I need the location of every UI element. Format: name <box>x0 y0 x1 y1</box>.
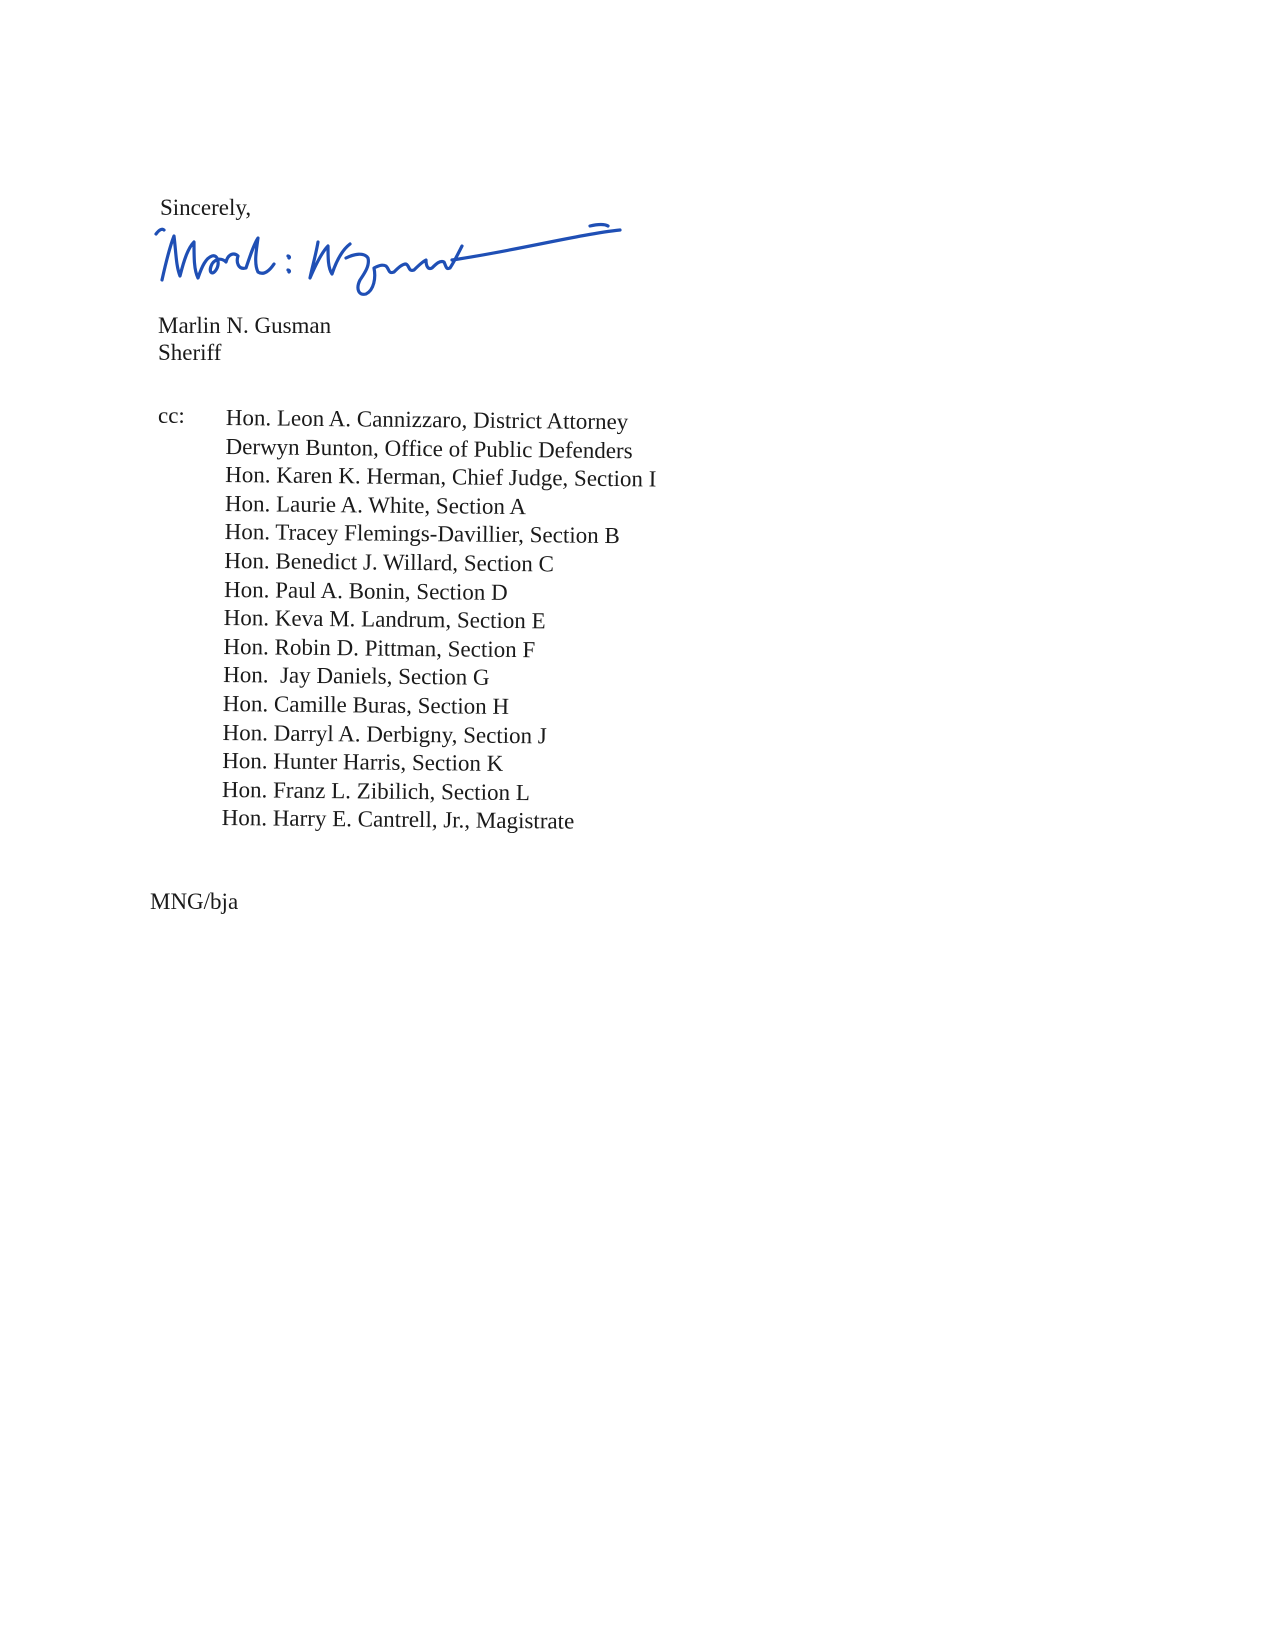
signer-name: Marlin N. Gusman <box>158 313 332 338</box>
cc-recipient: Hon. Jay Daniels, Section G <box>223 662 490 691</box>
cc-recipient: Hon. Benedict J. Willard, Section C <box>224 547 555 577</box>
cc-recipient: Hon. Laurie A. White, Section A <box>224 490 527 519</box>
cc-recipient-list <box>222 404 658 837</box>
cc-recipient: Derwyn Bunton, Office of Public Defenders <box>225 433 633 463</box>
cc-recipient: Hon. Robin D. Pittman, Section F <box>223 633 536 663</box>
cc-recipient: Hon. Paul A. Bonin, Section D <box>223 576 508 605</box>
cc-recipient: Hon. Darryl A. Derbigny, Section J <box>222 719 547 748</box>
cc-recipient: Hon. Hunter Harris, Section K <box>222 748 504 777</box>
signer-title: Sheriff <box>158 340 222 365</box>
reference-initials: MNG/bja <box>150 889 239 914</box>
cc-recipient: Hon. Tracey Flemings-Davillier, Section B <box>224 519 620 549</box>
cc-recipient: Hon. Franz L. Zibilich, Section L <box>221 776 530 805</box>
cc-recipient: Hon. Camille Buras, Section H <box>222 690 510 719</box>
cc-recipient: Hon. Leon A. Cannizzaro, District Attorney <box>225 404 629 435</box>
closing-salutation: Sincerely, <box>160 195 252 220</box>
cc-recipient: Hon. Keva M. Landrum, Section E <box>223 605 546 634</box>
cc-label: cc: <box>158 403 185 428</box>
cc-recipient: Hon. Harry E. Cantrell, Jr., Magistrate <box>221 805 575 834</box>
handwritten-signature <box>150 218 650 308</box>
cc-recipient: Hon. Karen K. Herman, Chief Judge, Section I <box>225 462 657 492</box>
